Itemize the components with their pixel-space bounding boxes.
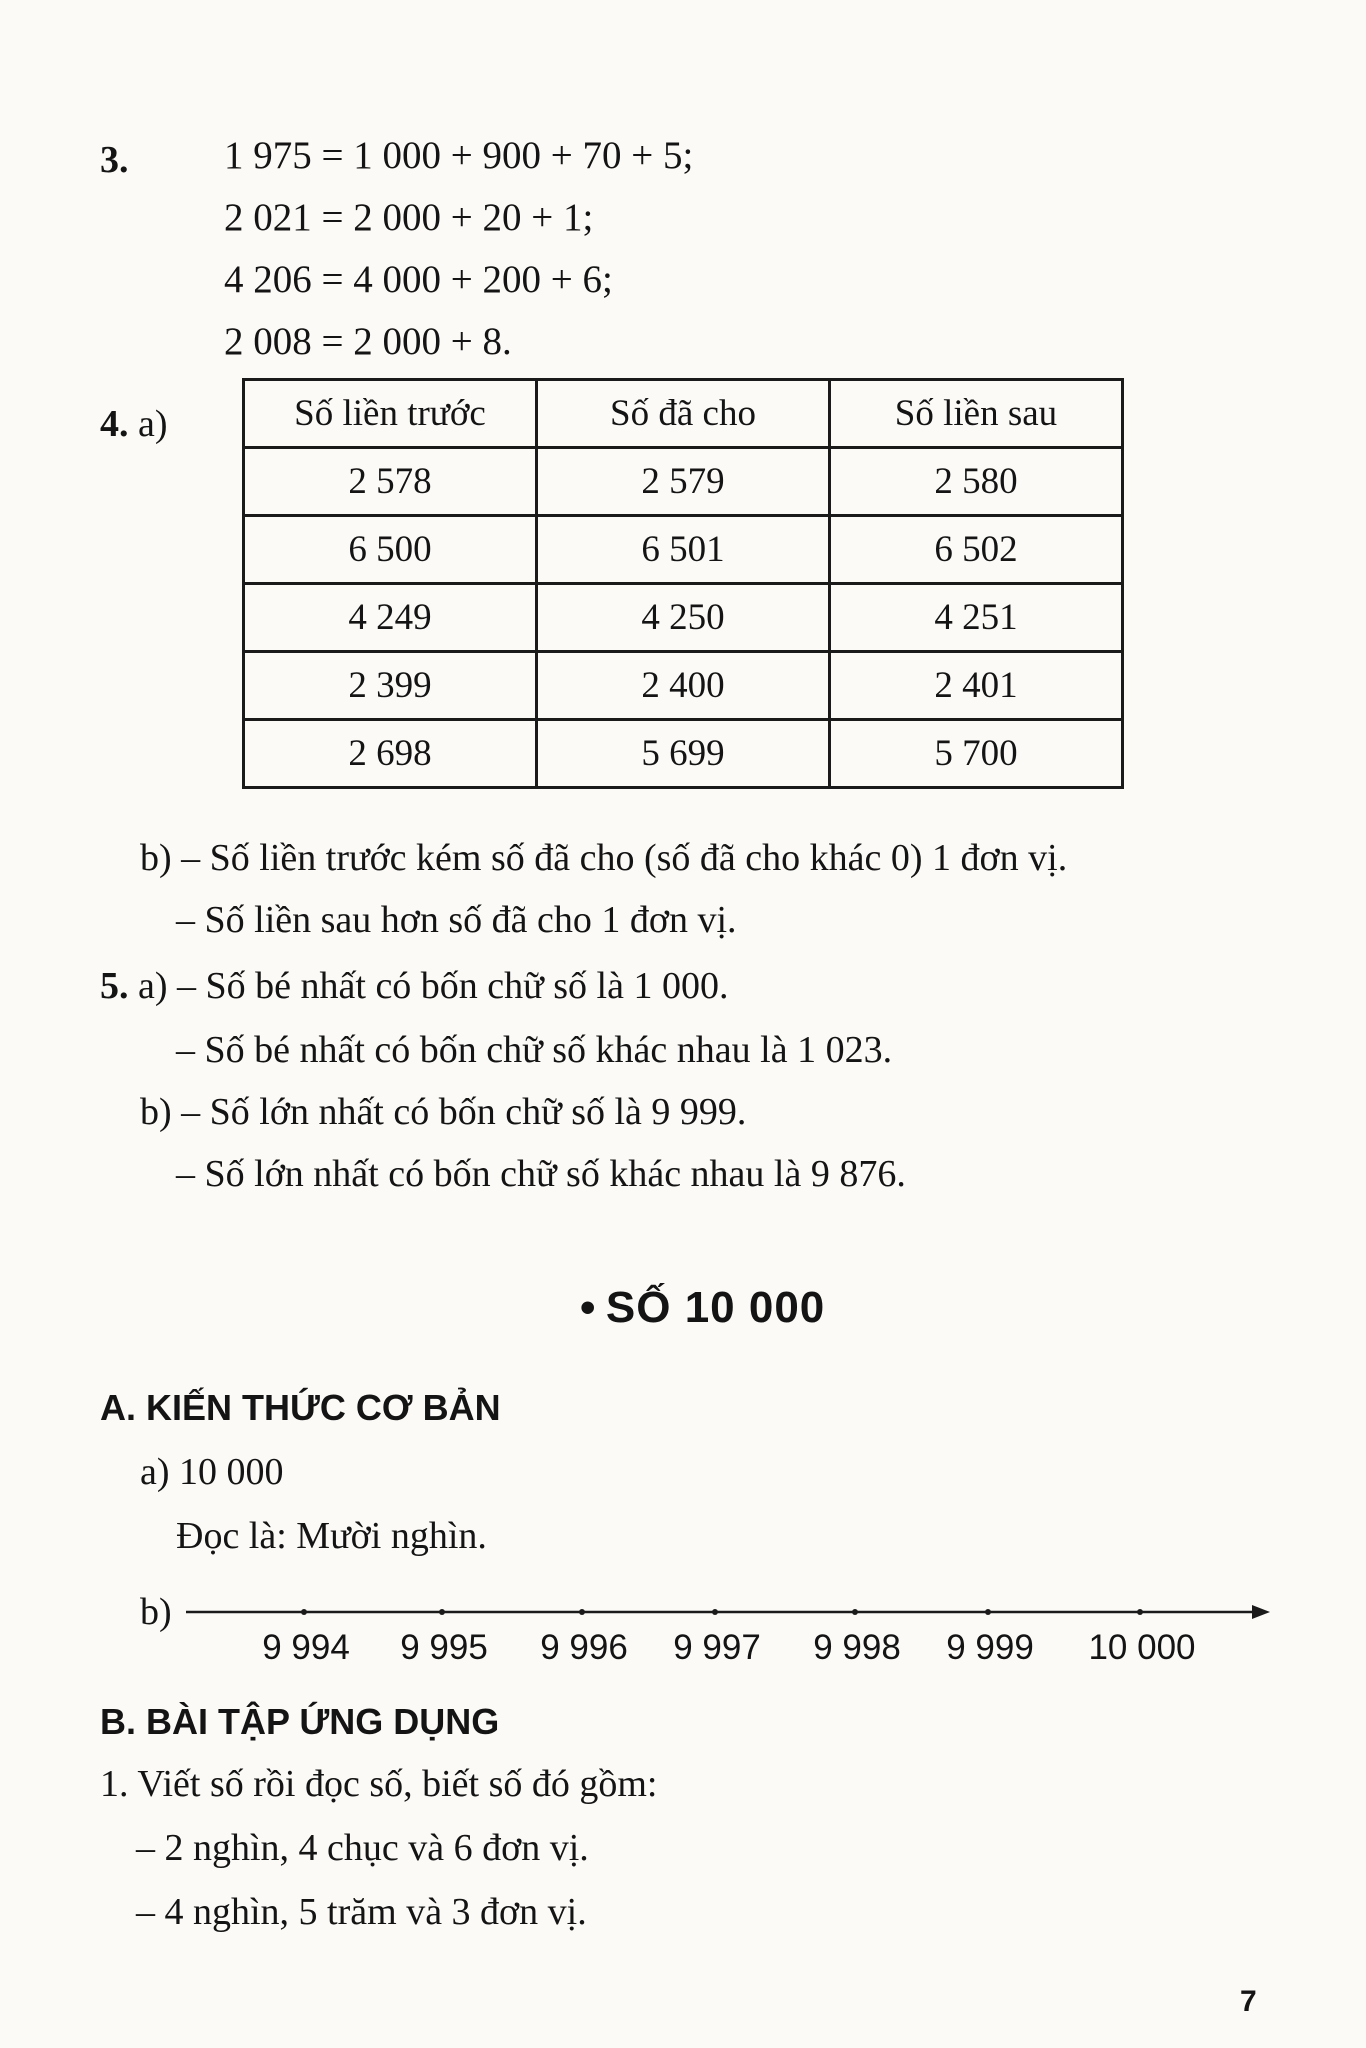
table-cell: 5 699 bbox=[537, 720, 830, 788]
tick-mark bbox=[439, 1609, 445, 1615]
table-header-row bbox=[244, 380, 1123, 448]
tick-mark bbox=[1137, 1609, 1143, 1615]
equation-line-3: 4 206 = 4 000 + 200 + 6; bbox=[224, 258, 613, 301]
number-line-tick-label: 10 000 bbox=[1088, 1628, 1196, 1667]
table-cell: 2 698 bbox=[244, 720, 537, 788]
table-cell: 6 500 bbox=[244, 516, 537, 584]
table-row bbox=[244, 516, 1123, 584]
tick-mark bbox=[301, 1609, 307, 1615]
equation-line-1: 1 975 = 1 000 + 900 + 70 + 5; bbox=[224, 134, 694, 177]
section-a-reading: Đọc là: Mười nghìn. bbox=[176, 1515, 487, 1557]
number-line-label: b) bbox=[140, 1591, 172, 1633]
exercise-3-number: 3. bbox=[100, 139, 129, 181]
question-1: 1. Viết số rồi đọc số, biết số đó gồm: bbox=[100, 1763, 658, 1805]
table-header: Số đã cho bbox=[537, 380, 830, 448]
page-number: 7 bbox=[1240, 1985, 1257, 2018]
exercise-5-a2: – Số bé nhất có bốn chữ số khác nhau là 1 023. bbox=[176, 1029, 893, 1071]
number-line-tick-label: 9 995 bbox=[400, 1628, 488, 1667]
exercise-4-label bbox=[100, 402, 168, 446]
lesson-title: SỐ 10 000 bbox=[605, 1283, 826, 1332]
exercise-5-number: 5. bbox=[100, 965, 129, 1007]
tick-mark bbox=[985, 1609, 991, 1615]
section-a-heading: A. KIẾN THỨC CƠ BẢN bbox=[100, 1387, 501, 1428]
table-cell: 2 401 bbox=[830, 652, 1123, 720]
table-header: Số liền trước bbox=[244, 380, 537, 448]
equation-line-2: 2 021 = 2 000 + 20 + 1; bbox=[224, 196, 594, 239]
table-cell: 5 700 bbox=[830, 720, 1123, 788]
number-line-tick-label: 9 994 bbox=[262, 1628, 350, 1667]
table-cell: 6 502 bbox=[830, 516, 1123, 584]
number-line-tick-label: 9 996 bbox=[540, 1628, 628, 1667]
exercise-4-number: 4. bbox=[100, 403, 129, 445]
exercise-5-a1: a) – Số bé nhất có bốn chữ số là 1 000. bbox=[138, 965, 729, 1007]
table-cell: 2 578 bbox=[244, 448, 537, 516]
exercise-4-part-b-2: – Số liền sau hơn số đã cho 1 đơn vị. bbox=[176, 899, 737, 941]
section-b-heading: B. BÀI TẬP ỨNG DỤNG bbox=[100, 1701, 500, 1742]
table-cell: 2 579 bbox=[537, 448, 830, 516]
bullet-icon: • bbox=[580, 1283, 597, 1332]
question-1-item: – 2 nghìn, 4 chục và 6 đơn vị. bbox=[136, 1827, 589, 1869]
question-1-item: – 4 nghìn, 5 trăm và 3 đơn vị. bbox=[136, 1891, 587, 1933]
table-row bbox=[244, 652, 1123, 720]
lesson-title-line bbox=[580, 1280, 825, 1338]
arrow-head-icon bbox=[1252, 1605, 1270, 1619]
tick-mark bbox=[712, 1609, 718, 1615]
number-line-tick-label: 9 997 bbox=[673, 1628, 761, 1667]
table-row bbox=[244, 584, 1123, 652]
exercise-4-part-b: b) – Số liền trước kém số đã cho (số đã cho khác 0) 1 đơn vị. bbox=[140, 837, 1068, 879]
exercise-5-a1-line bbox=[100, 964, 728, 1008]
tick-mark bbox=[579, 1609, 585, 1615]
section-a-value: a) 10 000 bbox=[140, 1451, 284, 1493]
table-cell: 4 250 bbox=[537, 584, 830, 652]
table-cell: 4 249 bbox=[244, 584, 537, 652]
table-header: Số liền sau bbox=[830, 380, 1123, 448]
table-cell: 2 400 bbox=[537, 652, 830, 720]
exercise-4-part-a: a) bbox=[138, 403, 168, 445]
table-cell: 4 251 bbox=[830, 584, 1123, 652]
table-row bbox=[244, 448, 1123, 516]
number-line-tick-label: 9 999 bbox=[946, 1628, 1034, 1667]
number-line-tick-label: 9 998 bbox=[813, 1628, 901, 1667]
number-table bbox=[242, 378, 1124, 789]
equation-line-4: 2 008 = 2 000 + 8. bbox=[224, 320, 512, 363]
exercise-5-b1: b) – Số lớn nhất có bốn chữ số là 9 999. bbox=[140, 1091, 747, 1133]
table-cell: 2 580 bbox=[830, 448, 1123, 516]
table-cell: 2 399 bbox=[244, 652, 537, 720]
table-row bbox=[244, 720, 1123, 788]
exercise-5-b2: – Số lớn nhất có bốn chữ số khác nhau là 9 876. bbox=[176, 1153, 906, 1195]
tick-mark bbox=[852, 1609, 858, 1615]
table-cell: 6 501 bbox=[537, 516, 830, 584]
